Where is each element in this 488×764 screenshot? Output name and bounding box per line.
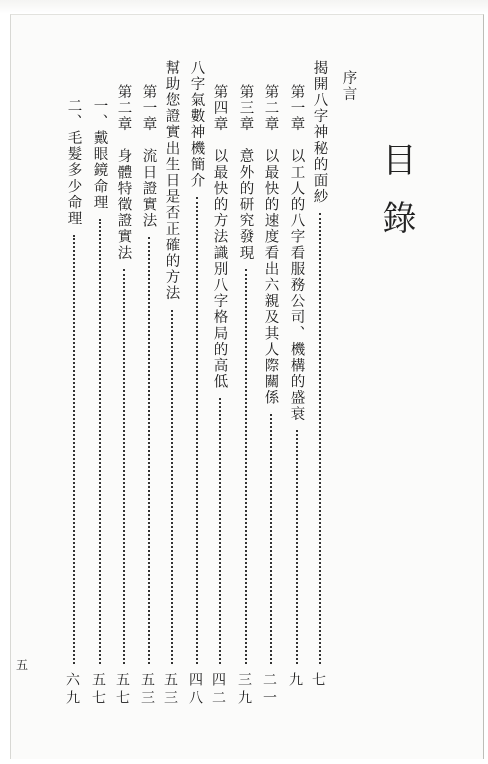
- toc-leader-dots: [296, 430, 300, 664]
- toc-leader-dots: [245, 269, 249, 664]
- toc-leader-dots: [123, 269, 127, 664]
- toc-leader-dots: [196, 197, 200, 664]
- toc-entry-title: 第一章 以工人的八字看服務公司、機構的盛衰: [288, 84, 305, 423]
- toc-entry-title: 一、戴眼鏡命理: [91, 98, 108, 211]
- toc-leader-dots: [319, 213, 323, 664]
- toc-entry-title: 第三章 意外的研究發現: [237, 84, 254, 262]
- scan-edge: [0, 0, 488, 14]
- toc-page-number: 五三: [162, 672, 178, 708]
- toc-entry-title: 幫助您證實出生日是否正確的方法: [163, 60, 180, 302]
- toc-page-number: 九: [287, 672, 303, 690]
- toc-page-number: 七: [310, 672, 326, 690]
- page-title: 目錄: [376, 142, 416, 258]
- toc-entry-title: 序言: [340, 70, 357, 103]
- toc-page-number: 五三: [139, 672, 155, 708]
- toc-entry-title: 揭開八字神秘的面紗: [311, 60, 328, 205]
- toc-page-number: 三九: [236, 672, 252, 708]
- toc-page-number: 四二: [210, 672, 226, 708]
- toc-leader-dots: [148, 237, 152, 664]
- toc-leader-dots: [270, 414, 274, 664]
- toc-entry-title: 八字氣數神機簡介: [188, 60, 205, 189]
- toc-leader-dots: [219, 398, 223, 664]
- toc-entry-title: 第二章 以最快的速度看出六親及其人際關係: [262, 84, 279, 406]
- toc-entry-title: 二、毛髮多少命理: [65, 98, 82, 227]
- toc-leader-dots: [99, 219, 103, 664]
- toc-page-number: 五七: [90, 672, 106, 708]
- toc-leader-dots: [73, 235, 77, 664]
- toc-page-number: 五七: [114, 672, 130, 708]
- toc-entry-title: 第一章 流日證實法: [140, 84, 157, 229]
- toc-leader-dots: [171, 310, 175, 665]
- toc-entry-title: 第四章 以最快的方法識別八字格局的高低: [211, 84, 228, 390]
- toc-page-number: 四八: [187, 672, 203, 708]
- toc-page-number: 六九: [64, 672, 80, 708]
- toc-entry-title: 第二章 身體特徵證實法: [115, 84, 132, 262]
- toc-page-number: 二一: [261, 672, 277, 708]
- folio-number: 五: [16, 658, 29, 672]
